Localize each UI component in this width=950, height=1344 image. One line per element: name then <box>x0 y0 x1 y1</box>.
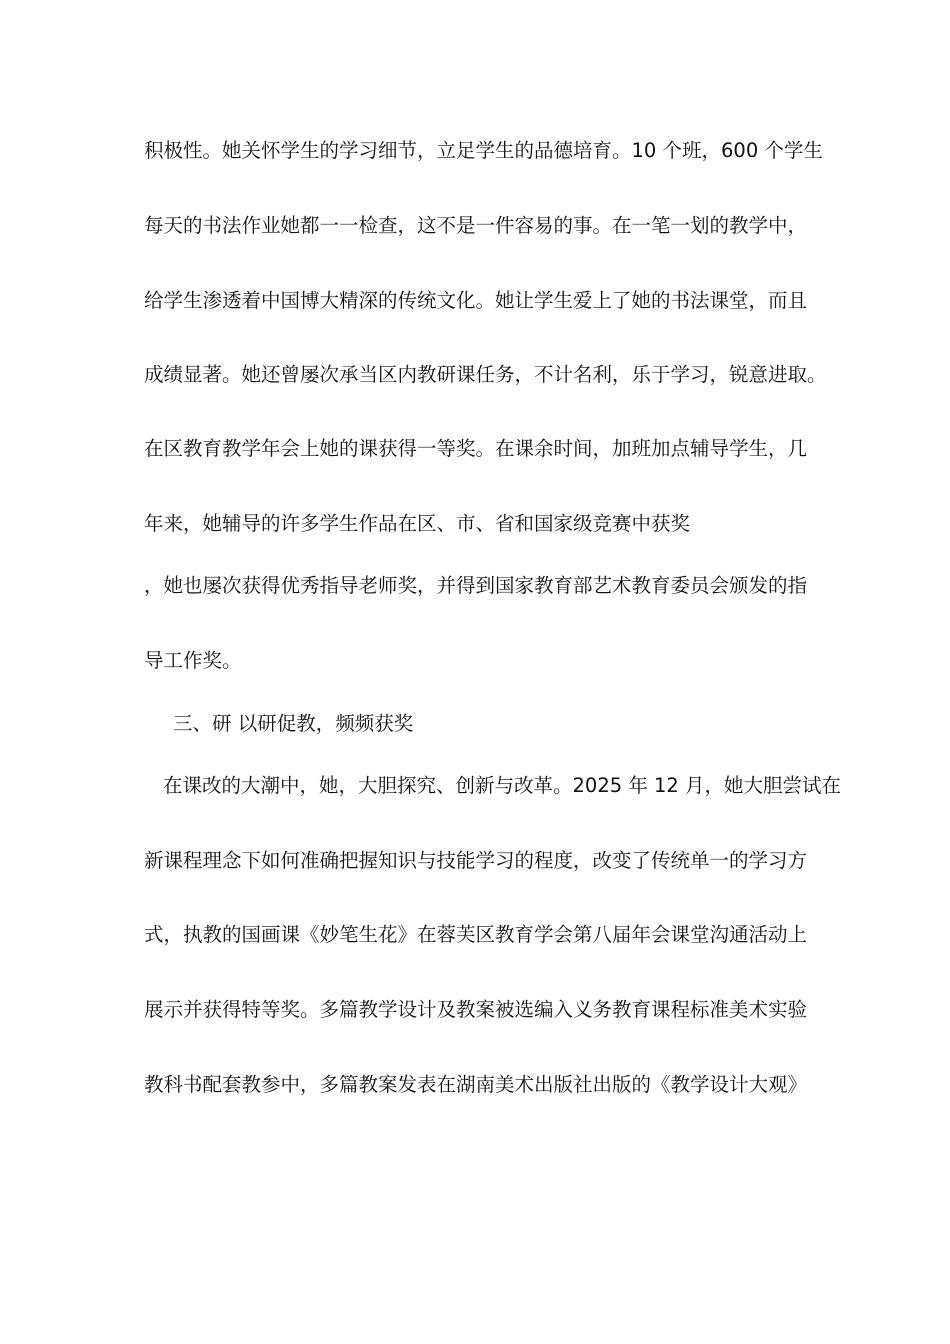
paragraph-line: ，她也屡次获得优秀指导老师奖，并得到国家教育部艺术教育委员会颁发的指 <box>144 574 808 597</box>
paragraph-line: 积极性。她关怀学生的学习细节，立足学生的品德培育。10 个班，600 个学生 <box>144 139 823 162</box>
paragraph-line: 在区教育教学年会上她的课获得一等奖。在课余时间，加班加点辅导学生，几 <box>144 437 808 460</box>
paragraph-line: 式，执教的国画课《妙笔生花》在蓉芙区教育学会第八届年会课堂沟通活动上 <box>144 923 808 946</box>
paragraph-line: 新课程理念下如何准确把握知识与技能学习的程度，改变了传统单一的学习方 <box>144 849 808 872</box>
paragraph-line: 给学生渗透着中国博大精深的传统文化。她让学生爱上了她的书法课堂，而且 <box>144 289 808 312</box>
paragraph-line: 教科书配套教参中，多篇教案发表在湖南美术出版社出版的《教学设计大观》 <box>144 1073 808 1096</box>
paragraph-line: 在课改的大潮中，她，大胆探究、创新与改革。2025 年 12 月，她大胆尝试在 <box>163 774 842 797</box>
paragraph-line: 每天的书法作业她都一一检查，这不是一件容易的事。在一笔一划的教学中， <box>144 214 808 237</box>
paragraph-line: 展示并获得特等奖。多篇教学设计及教案被选编入义务教育课程标准美术实验 <box>144 998 808 1021</box>
paragraph-line: 年来，她辅导的许多学生作品在区、市、省和国家级竞赛中获奖 <box>144 512 691 535</box>
section-heading: 三、研 以研促教，频频获奖 <box>173 712 414 735</box>
paragraph-line: 导工作奖。 <box>144 649 242 672</box>
paragraph-line: 成绩显著。她还曾屡次承当区内教研课任务，不计名利，乐于学习，锐意进取。 <box>144 363 827 386</box>
